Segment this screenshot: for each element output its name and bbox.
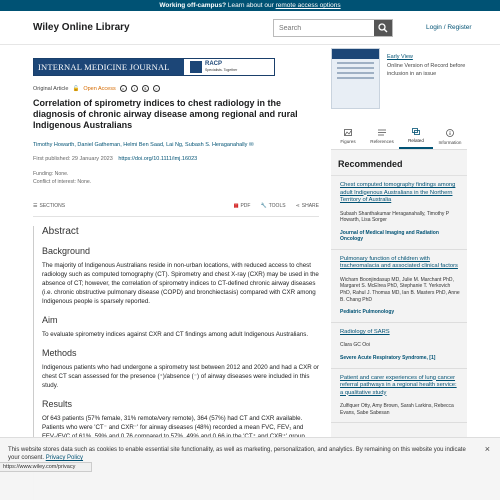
section-text-aim: To evaluate spirometry indices against CXR and CT findings among adult Indigenous Australians.	[42, 331, 309, 338]
figures-icon	[344, 129, 352, 136]
remote-access-bar	[0, 0, 500, 11]
sections-label: SECTIONS	[39, 203, 66, 209]
tab-label: Related	[408, 138, 424, 143]
author-names[interactable]: Timothy Howarth, Daniel Gatheman, Helmi Ben Saad, Lai Ng, Subash S. Heraganahally	[33, 142, 248, 148]
search-input[interactable]	[274, 20, 375, 36]
article-title: Correlation of spirometry indices to chest radiology in the diagnosis of chronic airway disease among regional and rural Indigenous Australians	[33, 98, 298, 130]
open-access-icon: 🔓	[72, 85, 80, 92]
close-icon[interactable]: ×	[484, 444, 490, 454]
recommended-title[interactable]: Pulmonary function of children with tracheomalacia and associated clinical factors	[340, 255, 458, 270]
recommended-item	[331, 323, 467, 369]
tab-label: Figures	[340, 139, 356, 144]
recommended-authors: Subash Shanthakumar Heraganahally, Timothy P Howarth, Lisa Sorger	[340, 210, 450, 224]
wrench-icon: 🔧	[260, 203, 267, 209]
funding-text: Funding: None.	[33, 171, 69, 177]
recommended-journal[interactable]: Severe Acute Respiratory Syndrome, [1]	[340, 354, 436, 361]
section-heading-aim: Aim	[42, 315, 58, 325]
nd-icon[interactable]: =	[153, 85, 160, 92]
section-text-results: Of 643 patients (57% female, 31% remote/very remote), 364 (57%) had CT and CXR available. Patients who were 'CT⁻ and CXR⁻' for airway diseases (48%) recorded a mean FVC, FEV₁ and	[42, 415, 304, 431]
recommended-item	[331, 176, 467, 250]
tab-label: References	[370, 139, 394, 144]
by-icon[interactable]: i	[131, 85, 138, 92]
publication-info	[33, 156, 197, 162]
recommended-title[interactable]: Patient and carer experiences of lung cancer referral pathways in a regional health service: a qualitative study	[340, 374, 457, 396]
toolbar-divider	[33, 216, 319, 217]
cookie-message: This website stores data such as cookies to enable essential site functionality, as well as marketing, personalization, and analytics. By remaining on this website you indicate your consent.	[8, 447, 466, 461]
article-toolbar	[33, 201, 319, 213]
tools-button[interactable]	[260, 203, 285, 209]
search-icon	[378, 23, 388, 33]
tab-related[interactable]	[399, 124, 433, 149]
pdf-icon: ▤	[233, 203, 239, 209]
share-label: SHARE	[301, 203, 319, 209]
recommended-authors: Wicharn Boonjindasup MD, Julie M. Marchant PhD, Margaret S. McElrea PhD, Stephanie T. Yerkovich PhD, Rahul J. Thomas MD, Ian B. Masters PhD, Anne B. Chang PhD	[340, 276, 460, 303]
recommended-item	[331, 250, 467, 323]
journal-cover-image[interactable]	[331, 48, 380, 109]
search-box	[273, 19, 393, 37]
racp-org: RACP	[205, 61, 223, 67]
pdf-button[interactable]	[234, 203, 251, 209]
site-header	[0, 11, 500, 45]
article-type: Original Article	[33, 85, 69, 92]
journal-name: INTERNAL MEDICINE JOURNAL	[34, 59, 184, 75]
early-view-description: Online Version of Record before inclusion in an issue	[387, 63, 466, 77]
related-icon	[412, 128, 420, 135]
tab-figures[interactable]	[331, 124, 365, 149]
search-button[interactable]	[374, 20, 392, 36]
doi-link[interactable]: https://doi.org/10.1111/imj.16023	[118, 156, 198, 162]
conflict-text: Conflict of interest: None.	[33, 179, 92, 185]
early-view-link[interactable]: Early View	[387, 54, 413, 60]
remote-access-link[interactable]: remote access options	[275, 2, 341, 9]
section-text-background: The majority of Indigenous Australians reside in non-urban locations, with reduced access to chest radiology such as computed tomography (CT). Spirometry and chest X-ray (CXR) may be used in the absence of CT; however, the correlation of spirometry indices to CT-defined chronic airway diseases (i.e. chronic obstructive pulmonary disease (COPD) and bronchiectasis) compared with CXR among Indigenous people is sparsely reported.	[42, 262, 319, 305]
journal-banner[interactable]	[33, 58, 275, 76]
tab-references[interactable]	[365, 124, 399, 149]
section-text-methods: Indigenous patients who had undergone a spirometry test between 2012 and 2020 and had a CXR or chest CT scan assessed for the presence (⁺)/absence (⁻) of airway diseases were included in this study.	[42, 364, 319, 389]
sidebar-tabs	[331, 124, 467, 150]
article-meta	[33, 85, 160, 92]
share-icon: ⋖	[295, 203, 300, 209]
sections-button[interactable]	[33, 203, 65, 209]
login-register-link[interactable]: Login / Register	[426, 24, 472, 31]
racp-logo	[184, 59, 274, 75]
recommended-authors: Zulfiquer Otty, Amy Brown, Sarah Larkins, Rebecca Evans, Sabe Sabesan	[340, 403, 454, 416]
abstract-heading: Abstract	[42, 226, 79, 237]
section-heading-background: Background	[42, 246, 91, 256]
list-icon: ☰	[33, 203, 38, 209]
section-heading-methods: Methods	[42, 348, 77, 358]
cookie-text	[8, 446, 468, 462]
tools-label: TOOLS	[268, 203, 286, 209]
nc-icon[interactable]: $	[142, 85, 149, 92]
email-icon[interactable]: ✉	[248, 142, 254, 148]
remote-access-heading: Working off-campus?	[159, 2, 227, 9]
author-list[interactable]	[33, 142, 303, 148]
references-icon	[378, 129, 386, 136]
recommended-title[interactable]: Radiology of SARS	[340, 328, 390, 335]
open-access-label: Open Access	[83, 85, 116, 92]
recommended-journal[interactable]: Journal of Medical Imaging and Radiation Oncology	[340, 229, 439, 243]
pdf-label: PDF	[240, 203, 251, 209]
share-button[interactable]	[296, 203, 319, 209]
recommended-heading: Recommended	[331, 150, 467, 176]
privacy-policy-link[interactable]: Privacy Policy	[45, 455, 84, 461]
site-logo[interactable]: Wiley Online Library	[33, 22, 130, 33]
remote-access-text: Learn about our	[226, 2, 276, 9]
first-published: First published: 29 January 2023	[33, 156, 113, 162]
funding-info	[33, 170, 91, 186]
racp-crest-icon	[190, 61, 202, 73]
cc-icon[interactable]: c	[120, 85, 127, 92]
status-url: https://www.wiley.com/privacy	[0, 462, 92, 472]
recommended-authors: Clara GC Ooi	[340, 342, 371, 349]
tab-information[interactable]	[433, 124, 467, 149]
section-heading-results: Results	[42, 399, 73, 409]
tab-label: Information	[438, 139, 462, 145]
recommended-journal[interactable]: Pediatric Pulmonology	[340, 309, 395, 316]
recommended-title[interactable]: Chest computed tomography findings among adult Indigenous Australians in the Northern Territory of Australia	[340, 182, 456, 203]
racp-tagline: Specialists. Together	[205, 68, 238, 72]
information-icon	[446, 129, 454, 137]
recommended-item	[331, 369, 467, 424]
